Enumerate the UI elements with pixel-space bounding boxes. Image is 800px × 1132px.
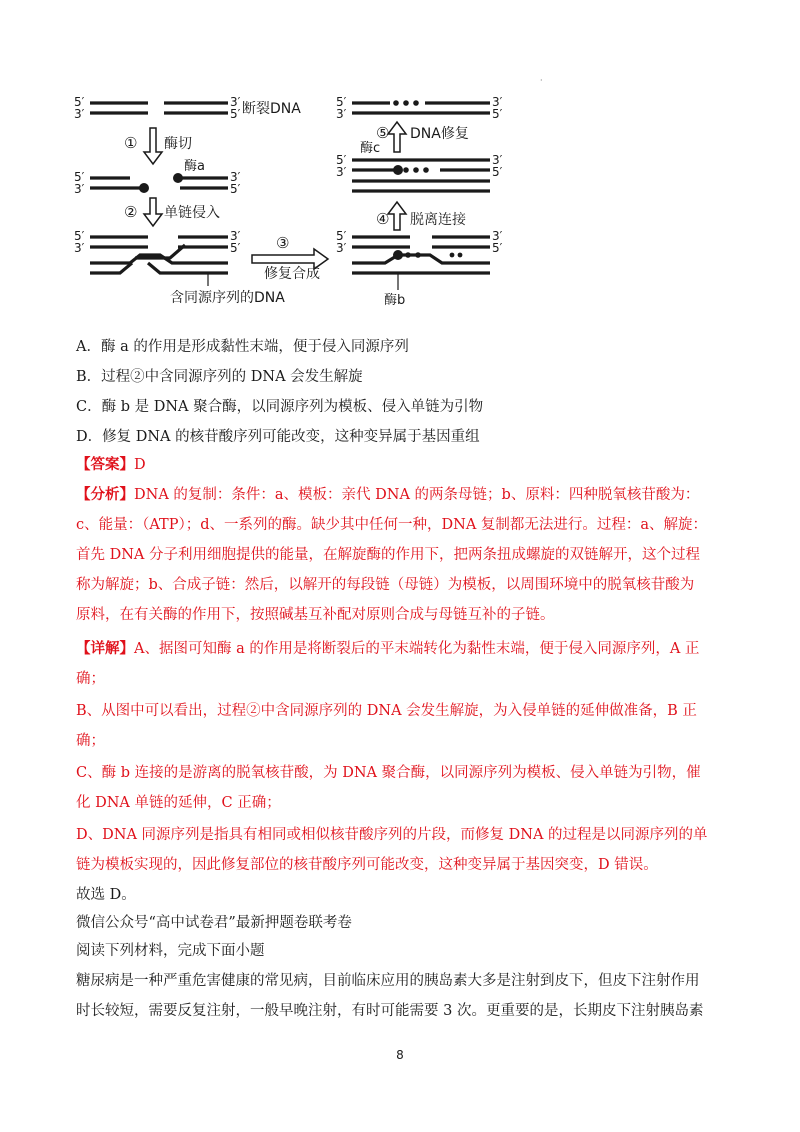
detail-line-a2: 确； — [76, 671, 105, 687]
enzyme-a-label: 酶a — [184, 159, 205, 174]
label-5prime-right-bottom-end: 5′ — [492, 241, 503, 255]
step3-label: 修复合成 — [264, 266, 320, 282]
option-d: D．修复 DNA 的核苷酸序列可能改变，这种变异属于基因重组 — [76, 429, 480, 445]
label-3prime-mid-right: 3′ — [230, 170, 241, 184]
corner-mark: · — [540, 76, 543, 85]
option-c: C．酶 b 是 DNA 聚合酶，以同源序列为模板、侵入单链为引物 — [76, 399, 484, 415]
label-3prime-mid: 3′ — [74, 182, 85, 196]
step3-number: ③ — [276, 234, 290, 252]
material-prompt: 阅读下列材料，完成下面小题 — [76, 943, 265, 959]
label-5prime-bottom: 5′ — [74, 229, 85, 243]
label-3prime-right-bottom-end: 3′ — [492, 229, 503, 243]
conclusion: 故选 D。 — [76, 887, 136, 903]
step2-label: 单链侵入 — [164, 205, 220, 221]
label-5prime-top-right: 5′ — [230, 107, 241, 121]
analysis-line-5: 原料，在有关酶的作用下，按照碱基互补配对原则合成与母链互补的子链。 — [76, 607, 555, 623]
option-b: B．过程②中含同源序列的 DNA 会发生解旋 — [76, 369, 363, 385]
detail-tag: 【详解】 — [76, 640, 134, 657]
break-dna-label: 断裂DNA — [242, 101, 301, 117]
analysis-tag: 【分析】 — [76, 486, 134, 503]
page-number: 8 — [396, 1048, 404, 1062]
label-3prime-top-right: 3′ — [230, 95, 241, 109]
step2-number: ② — [124, 203, 138, 221]
material-line-2: 时长较短，需要反复注射，一般早晚注射，有时可能需要 3 次。更重要的是，长期皮下注射胰岛素 — [76, 1003, 704, 1019]
detail-line-b1: B、从图中可以看出，过程②中含同源序列的 DNA 会发生解旋，为入侵单链的延伸做准备，B 正 — [76, 703, 697, 719]
option-a: A．酶 a 的作用是形成黏性末端，便于侵入同源序列 — [76, 339, 409, 355]
label-5prime-right-mid-end: 5′ — [492, 165, 503, 179]
detail-line-d1: D、DNA 同源序列是指具有相同或相似核苷酸序列的片段，而修复 DNA 的过程是以同源序列的单 — [76, 827, 708, 843]
detail-line-a1 — [76, 639, 726, 659]
label-5prime-bottom-right: 5′ — [230, 241, 241, 255]
label-3prime-right-mid: 3′ — [336, 165, 347, 179]
analysis-line-4: 称为解旋；b、合成子链：然后，以解开的每段链（母链）为模板，以周围环境中的脱氧核苷酸为 — [76, 577, 695, 593]
detail-line-d2: 链为模板实现的，因此修复部位的核苷酸序列可能改变，这种变异属于基因突变，D 错误。 — [76, 857, 658, 873]
enzyme-c-label: 酶c — [360, 141, 381, 156]
analysis-line-3: 首先 DNA 分子利用细胞提供的能量，在解旋酶的作用下，把两条扭成螺旋的双链解开，这个过程 — [76, 547, 700, 563]
label-3prime-bottom-right: 3′ — [230, 229, 241, 243]
label-5prime-top: 5′ — [74, 95, 85, 109]
detail-line-b2: 确； — [76, 733, 105, 749]
detail-line-c2: 化 DNA 单链的延伸，C 正确； — [76, 795, 281, 811]
analysis-line-1 — [76, 485, 726, 505]
label-5prime-right-bottom: 5′ — [336, 229, 347, 243]
label-5prime-right-top-end: 5′ — [492, 107, 503, 121]
step5-number: ⑤ — [376, 124, 390, 142]
label-3prime-right-bottom: 3′ — [336, 241, 347, 255]
dna-repair-diagram — [60, 80, 520, 320]
step1-label: 酶切 — [164, 136, 192, 152]
label-5prime-mid: 5′ — [74, 170, 85, 184]
label-3prime-right-top-end: 3′ — [492, 95, 503, 109]
answer-value: D — [134, 457, 146, 473]
analysis-line-2: c、能量：（ATP）；d、一系列的酶。缺少其中任何一种，DNA 复制都无法进行。过程：a、解旋： — [76, 517, 708, 533]
answer-tag: 【答案】 — [76, 456, 134, 473]
detail-line-c1: C、酶 b 连接的是游离的脱氧核苷酸，为 DNA 聚合酶，以同源序列为模板、侵入单链为引物，催 — [76, 765, 701, 781]
label-3prime-right-top: 3′ — [336, 107, 347, 121]
answer-line — [76, 455, 726, 475]
homolog-dna-label: 含同源序列的DNA — [170, 290, 285, 306]
detail-text-a1: A、据图可知酶 a 的作用是将断裂后的平末端转化为黏性末端，便于侵入同源序列，A 正 — [134, 641, 700, 657]
material-line-1: 糖尿病是一种严重危害健康的常见病，目前临床应用的胰岛素大多是注射到皮下，但皮下注射作用 — [76, 973, 700, 989]
source-note: 微信公众号“高中试卷君”最新押题卷联考卷 — [76, 915, 352, 931]
label-5prime-mid-right: 5′ — [230, 182, 241, 196]
analysis-text-1: DNA 的复制：条件：a、模板：亲代 DNA 的两条母链；b、原料：四种脱氧核苷酸为： — [134, 487, 700, 503]
step4-label: 脱离连接 — [410, 212, 466, 228]
step5-label: DNA修复 — [410, 126, 469, 142]
step4-number: ④ — [376, 210, 390, 228]
label-5prime-right-mid: 5′ — [336, 153, 347, 167]
label-3prime-right-mid-end: 3′ — [492, 153, 503, 167]
label-3prime-bottom: 3′ — [74, 241, 85, 255]
label-5prime-right-top: 5′ — [336, 95, 347, 109]
enzyme-b-label: 酶b — [384, 293, 406, 308]
label-3prime-top: 3′ — [74, 107, 85, 121]
step1-number: ① — [124, 134, 138, 152]
